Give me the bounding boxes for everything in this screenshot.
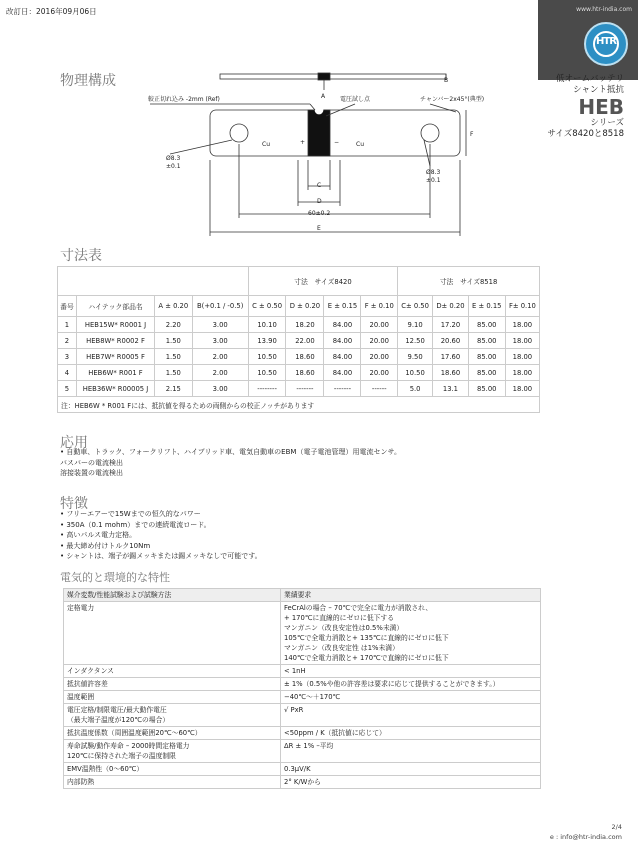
product-name: HEB	[578, 95, 624, 119]
col-header: E ± 0.15	[324, 296, 361, 317]
features-list	[60, 509, 262, 562]
list-item: • 自動車、トラック、フォークリフト、ハイブリッド車、電気自動車のEBM（電子電池管理）用電流センサ。	[60, 448, 401, 456]
table-cell: 4	[58, 365, 77, 381]
hole-right-label: Ø8.3 ±0.1	[426, 169, 441, 184]
col-header: 業績要求	[281, 589, 541, 602]
table-cell: 85.00	[468, 317, 505, 333]
group-8420-header: 寸法 サイズ8420	[248, 267, 397, 296]
dimension-table	[57, 266, 540, 413]
table-cell: EMV温熱性（0〜60℃）	[64, 763, 281, 776]
voltage-label: 電圧試し点	[340, 96, 371, 103]
brand-corner	[538, 0, 638, 80]
table-cell: 20.00	[361, 333, 398, 349]
table-row	[58, 381, 540, 397]
table-cell: --------	[248, 381, 286, 397]
list-item: • 高いパルス電力定格。	[60, 531, 137, 539]
cu-right-label: Cu	[356, 141, 364, 148]
table-cell: -------	[324, 381, 361, 397]
dim-d-label: D	[317, 198, 322, 205]
section-dimensions-title: 寸法表	[60, 248, 102, 264]
table-cell: 2.20	[155, 317, 192, 333]
col-header: F ± 0.10	[361, 296, 398, 317]
revision-date: 改訂日：2016年09月06日	[6, 7, 97, 16]
product-sizes: サイズ8420と8518	[547, 129, 624, 139]
table-cell: 10.10	[248, 317, 286, 333]
col-header: B(+0.1 / -0.5)	[192, 296, 248, 317]
table-cell: インダクタンス	[64, 665, 281, 678]
table-cell: 3.00	[192, 333, 248, 349]
htr-logo	[584, 22, 628, 66]
dim-span-label: 60±0.2	[308, 210, 331, 217]
table-cell: 2.00	[192, 365, 248, 381]
table-cell: 2	[58, 333, 77, 349]
table-cell: 定格電力	[64, 602, 281, 665]
table-cell: 85.00	[468, 381, 505, 397]
page-number: 2/4	[611, 823, 622, 831]
col-header: C± 0.50	[398, 296, 433, 317]
table-cell: 18.60	[286, 365, 324, 381]
col-header: D ± 0.20	[286, 296, 324, 317]
table-cell: 3.00	[192, 381, 248, 397]
table-cell: <50ppm / K（抵抗値に応じて）	[281, 727, 541, 740]
table-note-row	[58, 397, 540, 413]
table-cell: 温度範囲	[64, 691, 281, 704]
table-cell: 10.50	[248, 365, 286, 381]
table-cell: 12.50	[398, 333, 433, 349]
table-row	[58, 349, 540, 365]
table-cell: 84.00	[324, 333, 361, 349]
table-row	[64, 704, 541, 727]
table-header-row	[58, 296, 540, 317]
plus-label: +	[300, 139, 306, 146]
side-view-resistive-element	[318, 73, 330, 80]
table-cell: 抵抗値許容差	[64, 678, 281, 691]
table-cell: 13.1	[433, 381, 469, 397]
table-cell: 電圧定格/制限電圧/最大動作電圧 （最大端子温度が120℃の場合）	[64, 704, 281, 727]
cu-left-label: Cu	[262, 141, 270, 148]
table-row	[64, 763, 541, 776]
table-cell: 0.3μV/K	[281, 763, 541, 776]
table-cell: 2° K/Wから	[281, 776, 541, 789]
table-cell: 1.50	[155, 349, 192, 365]
table-cell: 84.00	[324, 349, 361, 365]
side-view-strip	[220, 74, 446, 79]
table-cell: √ PxR	[281, 704, 541, 727]
applications-list	[60, 447, 401, 479]
dim-b-label: B	[444, 77, 449, 84]
table-cell: ± 1%（0.5%や他の許容差は要求に応じて提供することができます。）	[281, 678, 541, 691]
list-item: バスバーの電流検出	[60, 458, 123, 467]
list-item: • 350A（0.1 mohm）までの連続電流ロード。	[60, 520, 211, 529]
list-item: 溶接装置の電流検出	[60, 469, 123, 477]
hole-left-label: Ø8.3 ±0.1	[166, 155, 181, 170]
section-features-title: 特徴	[60, 496, 88, 512]
table-cell: 18.00	[505, 349, 539, 365]
table-cell: 20.00	[361, 365, 398, 381]
dim-a-label: A	[321, 93, 326, 100]
table-row	[64, 678, 541, 691]
table-cell: −40℃〜＋170℃	[281, 691, 541, 704]
col-header: ハイテック部品名	[76, 296, 154, 317]
table-cell: 3.00	[192, 317, 248, 333]
footer-email[interactable]: e : info@htr-india.com	[549, 833, 622, 841]
table-cell: 2.15	[155, 381, 192, 397]
dim-e-label: E	[317, 225, 321, 232]
hole-left	[230, 124, 248, 142]
table-cell: ΔR ± 1% –平均	[281, 740, 541, 763]
table-cell: 18.60	[433, 365, 469, 381]
dim-c-label: C	[317, 182, 322, 189]
table-cell: 18.00	[505, 381, 539, 397]
table-cell: 18.00	[505, 333, 539, 349]
table-cell: 10.50	[398, 365, 433, 381]
table-cell: 寿命試験/動作寿命 – 2000時間定格電力 120℃に保持された端子の温度制限	[64, 740, 281, 763]
chamfer-label: チャンバー2x45°(典型)	[420, 96, 485, 103]
table-cell: 2.00	[192, 349, 248, 365]
table-group-header-row	[58, 267, 540, 296]
col-header: C ± 0.50	[248, 296, 286, 317]
product-series: シリーズ	[590, 118, 624, 128]
table-cell: HEB8W* R0002 F	[76, 333, 154, 349]
dim-f-label: F	[470, 131, 474, 138]
table-cell: 5	[58, 381, 77, 397]
table-cell: 85.00	[468, 349, 505, 365]
table-cell: HEB36W* R00005 J	[76, 381, 154, 397]
table-cell: 85.00	[468, 333, 505, 349]
table-note: 注：HEB6W * R001 Fには、抵抗値を得るための両側からの校正ノッチがあります	[58, 397, 540, 413]
section-electrical-title: 電気的と環境的な特性	[60, 571, 170, 584]
col-header: D± 0.20	[433, 296, 469, 317]
table-cell: 20.00	[361, 349, 398, 365]
website-url[interactable]: www.htr-india.com	[576, 6, 632, 13]
table-cell: 内部防熱	[64, 776, 281, 789]
table-cell: 10.50	[248, 349, 286, 365]
table-cell: 1.50	[155, 333, 192, 349]
structure-diagram	[130, 68, 490, 240]
table-cell: 17.20	[433, 317, 469, 333]
group-8518-header: 寸法 サイズ8518	[398, 267, 540, 296]
table-cell: 9.10	[398, 317, 433, 333]
hole-right	[421, 124, 439, 142]
col-header: 媒介変数/性能試験および試験方法	[64, 589, 281, 602]
table-cell: HEB15W* R0001 J	[76, 317, 154, 333]
section-structure-title: 物理構成	[60, 73, 116, 89]
table-cell: 22.00	[286, 333, 324, 349]
col-header: 番号	[58, 296, 77, 317]
table-cell: 抵抗温度係数（周囲温度範囲20℃〜60℃）	[64, 727, 281, 740]
table-cell: 20.60	[433, 333, 469, 349]
table-row	[58, 365, 540, 381]
table-row	[64, 602, 541, 665]
table-header-row	[64, 589, 541, 602]
properties-table	[63, 588, 541, 789]
col-header: F± 0.10	[505, 296, 539, 317]
table-cell: 84.00	[324, 317, 361, 333]
table-row	[58, 333, 540, 349]
footer	[550, 822, 622, 842]
table-cell: 5.0	[398, 381, 433, 397]
table-cell: 18.00	[505, 365, 539, 381]
table-cell: FeCrAlの場合 – 70℃で完全に電力が消散され、 + 170℃に直線的にゼロに低下する マンガニン（改良安定性は0.5%未満） 105℃で全電力消散と+ 135℃に直線的にゼロに低下 マンガニン（改良安定性 は1%未満） 140℃で全電力消散と+ 170℃で直線的にゼロに低下	[281, 602, 541, 665]
table-cell: HEB6W* R001 F	[76, 365, 154, 381]
table-row	[64, 740, 541, 763]
table-cell: 20.00	[361, 317, 398, 333]
table-row	[64, 727, 541, 740]
section-applications-title: 応用	[60, 435, 88, 451]
table-cell: 1	[58, 317, 77, 333]
table-cell: 18.00	[505, 317, 539, 333]
table-row	[64, 665, 541, 678]
table-cell: 85.00	[468, 365, 505, 381]
table-cell: ------	[361, 381, 398, 397]
table-row	[58, 317, 540, 333]
product-title-block	[547, 74, 624, 140]
resistive-element	[308, 110, 330, 156]
table-cell: 3	[58, 349, 77, 365]
col-header: E ± 0.15	[468, 296, 505, 317]
list-item: • フリーエアーで15Wまでの恒久的なパワー	[60, 510, 201, 518]
list-item: • シャントは、端子が錫メッキまたは錫メッキなしで可能です。	[60, 552, 262, 560]
table-row	[64, 776, 541, 789]
col-header: A ± 0.20	[155, 296, 192, 317]
table-cell: 9.50	[398, 349, 433, 365]
table-cell: < 1nH	[281, 665, 541, 678]
table-cell: -------	[286, 381, 324, 397]
notch-label: 較正切れ込み -2mm (Ref)	[148, 96, 220, 103]
product-line2: シャント抵抗	[573, 85, 624, 95]
table-cell: 13.90	[248, 333, 286, 349]
table-cell: HEB7W* R0005 F	[76, 349, 154, 365]
table-cell: 18.20	[286, 317, 324, 333]
table-cell: 84.00	[324, 365, 361, 381]
table-cell: 17.60	[433, 349, 469, 365]
table-cell: 1.50	[155, 365, 192, 381]
table-cell: 18.60	[286, 349, 324, 365]
minus-label: −	[334, 139, 340, 146]
table-row	[64, 691, 541, 704]
logo-text: HTR	[596, 36, 616, 47]
list-item: • 最大締め付けトルク10Nm	[60, 541, 151, 550]
product-line1: 低オームバッテリ	[555, 74, 624, 84]
